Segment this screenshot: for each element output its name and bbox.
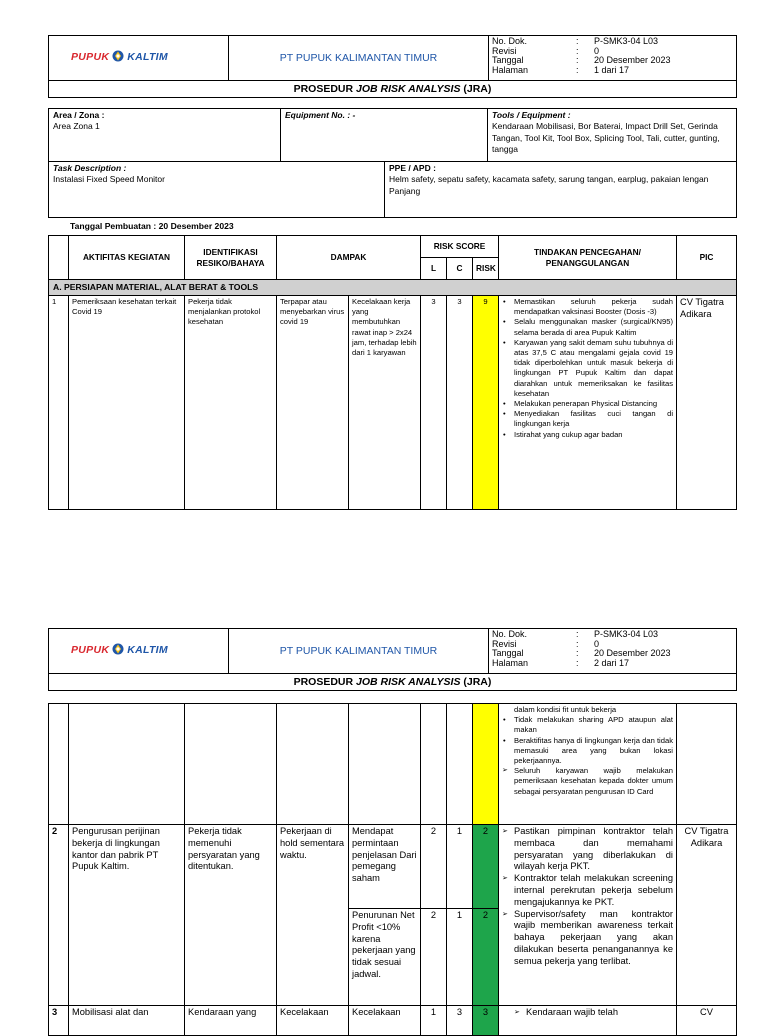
jra-table-page-1 — [48, 235, 737, 510]
table-row — [49, 825, 737, 909]
col-aktifitas: AKTIFITAS KEGIATAN — [69, 236, 185, 280]
row-dampak-detail: Kecelakaan — [349, 1006, 421, 1036]
row-risk-yellow — [473, 704, 499, 825]
task-value: Instalasi Fixed Speed Monitor — [53, 174, 165, 185]
logo-word-kaltim: KALTIM — [127, 51, 168, 63]
row-number: 2 — [49, 825, 69, 1006]
col-c: C — [447, 258, 473, 280]
doc-date: 20 Desember 2023 — [594, 648, 671, 658]
table-row — [49, 296, 737, 510]
list-item: • Selalu menggunakan masker (surgical/KN95) selama berada di area Pupuk Kaltim — [502, 317, 673, 337]
row-dampak-detail: Penurunan Net Profit <10% karena pekerjaan yang tidak sesuai jadwal. — [349, 909, 421, 1006]
row-tindakan — [499, 296, 677, 510]
list-item: ➢ Kendaraan wajib telah — [514, 1007, 673, 1019]
list-item: • Karyawan yang sakit demam suhu tubuhnya di atas 37,5 C atau mengalami gejala covid 19 tidak diperbolehkan untuk masuk bekerja di lingkungan PT Pupuk Kaltim dan dapat diarahkan untuk memeriksakan ke fasilitas kesehatan — [502, 338, 673, 399]
document-title: PROSEDUR JOB RISK ANALYSIS (JRA) — [49, 81, 737, 98]
company-logo — [49, 36, 229, 81]
list-item: • Memastikan seluruh pekerja sudah mendapatkan vaksinasi Booster (Dosis -3) — [502, 297, 673, 317]
row-aktifitas: Mobilisasi alat dan — [69, 1006, 185, 1036]
list-item: ➢ Pastikan pimpinan kontraktor telah membaca dan memahami persyaratan yang diberlakukan di wilayah kerja PKT. — [502, 826, 673, 873]
row-l: 3 — [421, 296, 447, 510]
list-item: • Melakukan penerapan Physical Distancing — [502, 399, 673, 409]
row-risk-green: 2 — [473, 909, 499, 1006]
row-c: 1 — [447, 909, 473, 1006]
row-dampak: Pekerjaan di hold sementara waktu. — [277, 825, 349, 1006]
row-aktifitas: Pengurusan perijinan bekerja di lingkungan kantor dan pabrik PT Pupuk Kaltim. — [69, 825, 185, 1006]
row-c: 3 — [447, 1006, 473, 1036]
page-1 — [48, 35, 736, 510]
document-header — [48, 628, 737, 691]
area-value: Area Zona 1 — [53, 121, 100, 132]
company-name: PT PUPUK KALIMANTAN TIMUR — [229, 629, 489, 674]
col-l: L — [421, 258, 447, 280]
row-l: 2 — [421, 825, 447, 909]
table-row — [49, 1006, 737, 1036]
document-header — [48, 35, 737, 98]
row-tindakan — [499, 825, 677, 1006]
page-number: 1 dari 17 — [594, 64, 630, 75]
doc-number: P-SMK3-04 L03 — [594, 629, 659, 639]
doc-number: P-SMK3-04 L03 — [594, 36, 659, 46]
page-number: 2 dari 17 — [594, 657, 630, 668]
section-a-header: A. PERSIAPAN MATERIAL, ALAT BERAT & TOOLS — [49, 280, 737, 296]
row-identifikasi: Pekerja tidak memenuhi persyaratan yang ditentukan. — [185, 825, 277, 1006]
col-risk: RISK — [473, 258, 499, 280]
col-identifikasi: IDENTIFIKASI RESIKO/BAHAYA — [185, 236, 277, 280]
list-item: ➢ Kontraktor telah melakukan screening internal perekrutan pekerja sebelum mengajukannya ke PKT. — [502, 873, 673, 908]
revision: 0 — [594, 45, 600, 56]
row-pic: CV Tigatra Adikara — [677, 825, 737, 1006]
equipment-label: Equipment No. : - — [285, 110, 356, 120]
col-pic: PIC — [677, 236, 737, 280]
revision: 0 — [594, 638, 600, 649]
task-label: Task Description : — [53, 163, 127, 173]
row-l: 1 — [421, 1006, 447, 1036]
row-l: 2 — [421, 909, 447, 1006]
col-tindakan: TINDAKAN PENCEGAHAN/ PENANGGULANGAN — [499, 236, 677, 280]
row-risk-green: 3 — [473, 1006, 499, 1036]
pupuk-kaltim-logo-icon — [112, 643, 124, 655]
row-risk-yellow: 9 — [473, 296, 499, 510]
row-number: 1 — [49, 296, 69, 510]
col-dampak: DAMPAK — [277, 236, 421, 280]
ppe-value: Helm safety, sepatu safety, kacamata safety, sarung tangan, earplug, pakaian lengan Panjang — [389, 174, 709, 196]
row-tindakan-continued: dalam kondisi fit untuk bekerja • Tidak melakukan sharing APD ataupun alat makan • Beraktifitas hanya di lingkungan kerja dan tidak memasuki area yang bukan lokasi pekerjaannya. ➢ Seluruh karyawan wajib melakukan pemeriksaan kesehatan kepada dokter umum sebagai persyaratan pengurusan ID Card — [499, 704, 677, 825]
creation-date: Tanggal Pembuatan : 20 Desember 2023 — [70, 221, 234, 231]
row-number: 3 — [49, 1006, 69, 1036]
doc-date: 20 Desember 2023 — [594, 55, 671, 65]
list-item: • Beraktifitas hanya di lingkungan kerja dan tidak memasuki area yang bukan lokasi pekerjaannya. — [502, 736, 673, 767]
row-pic: CV — [677, 1006, 737, 1036]
tools-label: Tools / Equipment : — [492, 110, 571, 120]
col-risk-score: RISK SCORE — [421, 236, 499, 258]
company-name: PT PUPUK KALIMANTAN TIMUR — [229, 36, 489, 81]
row-tindakan — [499, 1006, 677, 1036]
row-identifikasi: Kendaraan yang — [185, 1006, 277, 1036]
page-2 — [48, 628, 736, 1036]
logo-word-pupuk: PUPUK — [71, 644, 110, 656]
row-c: 3 — [447, 296, 473, 510]
row-dampak-detail: Kecelakaan kerja yang membutuhkan rawat inap > 2x24 jam, terhadap lebih dari 1 karyawan — [349, 296, 421, 510]
ppe-label: PPE / APD : — [389, 163, 436, 173]
row-dampak: Terpapar atau menyebarkan virus covid 19 — [277, 296, 349, 510]
area-label: Area / Zona : — [53, 110, 105, 120]
list-item: ➢ Supervisor/safety man kontraktor wajib memberikan awareness terkait bahaya pekerjaan yang akan dilakukan beserta penanganannya ke semua pekerja yang terlibat. — [502, 909, 673, 968]
row-aktifitas: Pemeriksaan kesehatan terkait Covid 19 — [69, 296, 185, 510]
list-item: • Menyediakan fasilitas cuci tangan di lingkungan kerja — [502, 409, 673, 429]
company-logo — [49, 629, 229, 674]
row-risk-green: 2 — [473, 825, 499, 909]
row-identifikasi: Pekerja tidak menjalankan protokol kesehatan — [185, 296, 277, 510]
row-dampak-detail: Mendapat permintaan penjelasan Dari pemegang saham — [349, 825, 421, 909]
document-meta: No. Dok. : P-SMK3-04 L03 Revisi : 0 Tanggal : 20 Desember 2023 Halaman : 1 dari 17 — [489, 36, 737, 81]
pupuk-kaltim-logo-icon — [112, 50, 124, 62]
row-dampak: Kecelakaan — [277, 1006, 349, 1036]
logo-word-pupuk: PUPUK — [71, 51, 110, 63]
row-pic: CV Tigatra Adikara — [677, 296, 737, 510]
list-item: • Tidak melakukan sharing APD ataupun alat makan — [502, 715, 673, 735]
table-row — [49, 704, 737, 825]
logo-word-kaltim: KALTIM — [127, 644, 168, 656]
list-item: ➢ Seluruh karyawan wajib melakukan pemeriksaan kesehatan kepada dokter umum sebagai persyaratan pengurusan ID Card — [502, 766, 673, 797]
list-item: • Istirahat yang cukup agar badan — [502, 430, 673, 440]
job-info-table — [48, 108, 737, 218]
jra-table-page-2 — [48, 703, 737, 1036]
document-title: PROSEDUR JOB RISK ANALYSIS (JRA) — [49, 674, 737, 691]
document-meta: No. Dok. : P-SMK3-04 L03 Revisi : 0 Tanggal : 20 Desember 2023 Halaman : 2 dari 17 — [489, 629, 737, 674]
row-c: 1 — [447, 825, 473, 909]
tools-value: Kendaraan Mobilisasi, Bor Baterai, Impact Drill Set, Gerinda Tangan, Tool Kit, Tool Box, Splicing Tool, Tali, cutter, gunting, tangga — [492, 121, 720, 154]
